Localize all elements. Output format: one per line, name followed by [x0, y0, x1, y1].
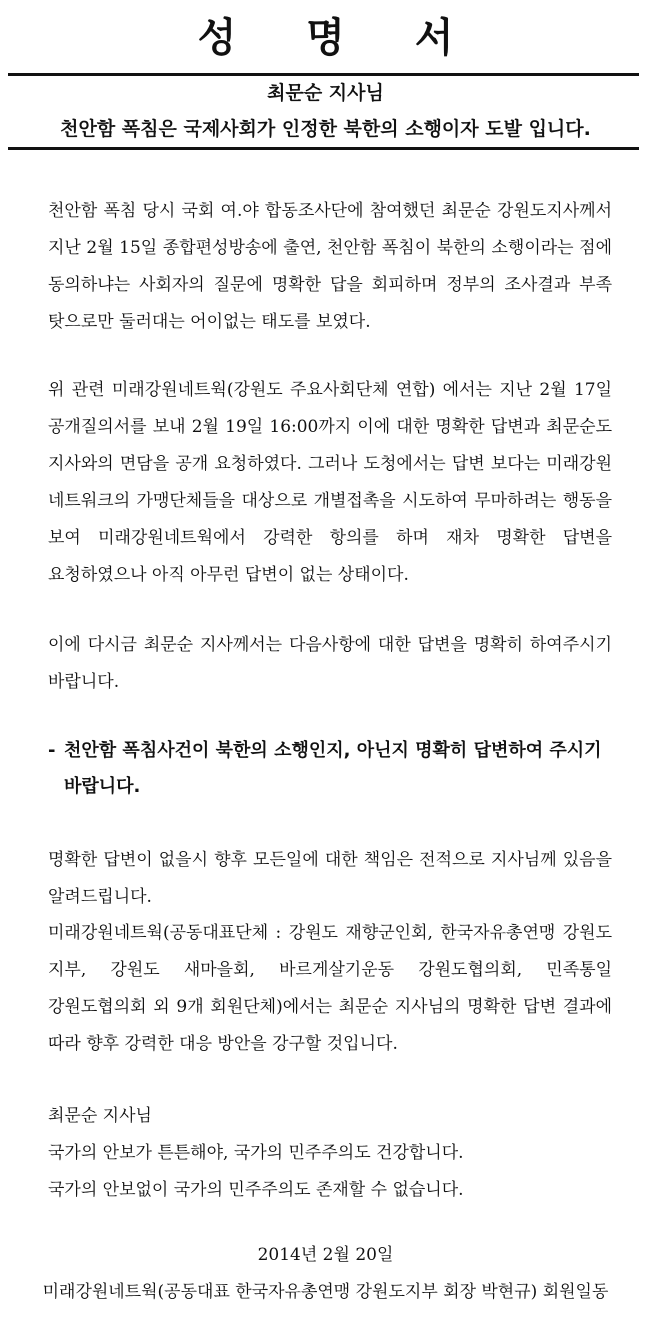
closing-block	[48, 1098, 612, 1209]
subtitle-headline: 천안함 폭침은 국제사회가 인정한 북한의 소행이자 도발 입니다.	[60, 118, 591, 140]
paragraph-request: 이에 다시금 최문순 지사께서는 다음사항에 대한 답변을 명확히 하여주시기 바랍니다.	[48, 635, 612, 692]
document-signature: 미래강원네트웍(공동대표 한국자유총연맹 강원도지부 회장 박현규) 회원일동	[42, 1282, 609, 1302]
paragraph-network-response: 미래강원네트웍(공동대표단체 : 강원도 재향군인회, 한국자유총연맹 강원도 지부, 강원도 새마을회, 바르게살기운동 강원도협의회, 민족통일 강원도협의회 외 9개 회원단체)에서는 최문순 지사님의 명확한 답변 결과에 따라 향후 강력한 대응 방안을 강구할 것입니다.	[48, 923, 612, 1054]
closing-addressee: 최문순 지사님	[48, 1106, 152, 1126]
demand-item	[48, 733, 616, 805]
title-divider-top	[8, 73, 639, 76]
subtitle-addressee: 최문순 지사님	[267, 82, 384, 104]
closing-line-security-health: 국가의 안보가 튼튼해야, 국가의 민주주의도 건강합니다.	[48, 1143, 464, 1163]
document-title: 성 명 서	[197, 15, 482, 61]
paragraph-open-inquiry: 위 관련 미래강원네트웍(강원도 주요사회단체 연합) 에서는 지난 2월 17일 공개질의서를 보내 2월 19일 16:00까지 이에 대한 명확한 답변과 최문순도 지사와의 면담을 공개 요청하였다. 그러나 도청에서는 답변 보다는 미래강원 네트워크의 가맹단체들을 대상으로 개별접촉을 시도하여 무마하려는 행동을 보여 미래강원네트웍에서 강력한 항의를 하며 재차 명확한 답변을 요청하였으나 아직 아무런 답변이 없는 상태이다.	[48, 380, 612, 585]
demand-dash: -	[48, 740, 56, 761]
document-date: 2014년 2월 20일	[257, 1245, 394, 1265]
paragraph-responsibility: 명확한 답변이 없을시 향후 모든일에 대한 책임은 전적으로 지사님께 있음을 알려드립니다.	[48, 850, 612, 907]
demand-text: 천안함 폭침사건이 북한의 소행인지, 아닌지 명확히 답변하여 주시기 바랍니다.	[64, 740, 602, 797]
closing-line-security-existence: 국가의 안보없이 국가의 민주주의도 존재할 수 없습니다.	[48, 1180, 464, 1200]
title-divider-bottom	[8, 147, 639, 150]
paragraph-background: 천안함 폭침 당시 국회 여.야 합동조사단에 참여했던 최문순 강원도지사께서 지난 2월 15일 종합편성방송에 출연, 천안함 폭침이 북한의 소행이라는 점에 동의하냐는 사회자의 질문에 명확한 답을 회피하며 정부의 조사결과 부족 탓으로만 둘러대는 어이없는 태도를 보였다.	[48, 201, 612, 332]
